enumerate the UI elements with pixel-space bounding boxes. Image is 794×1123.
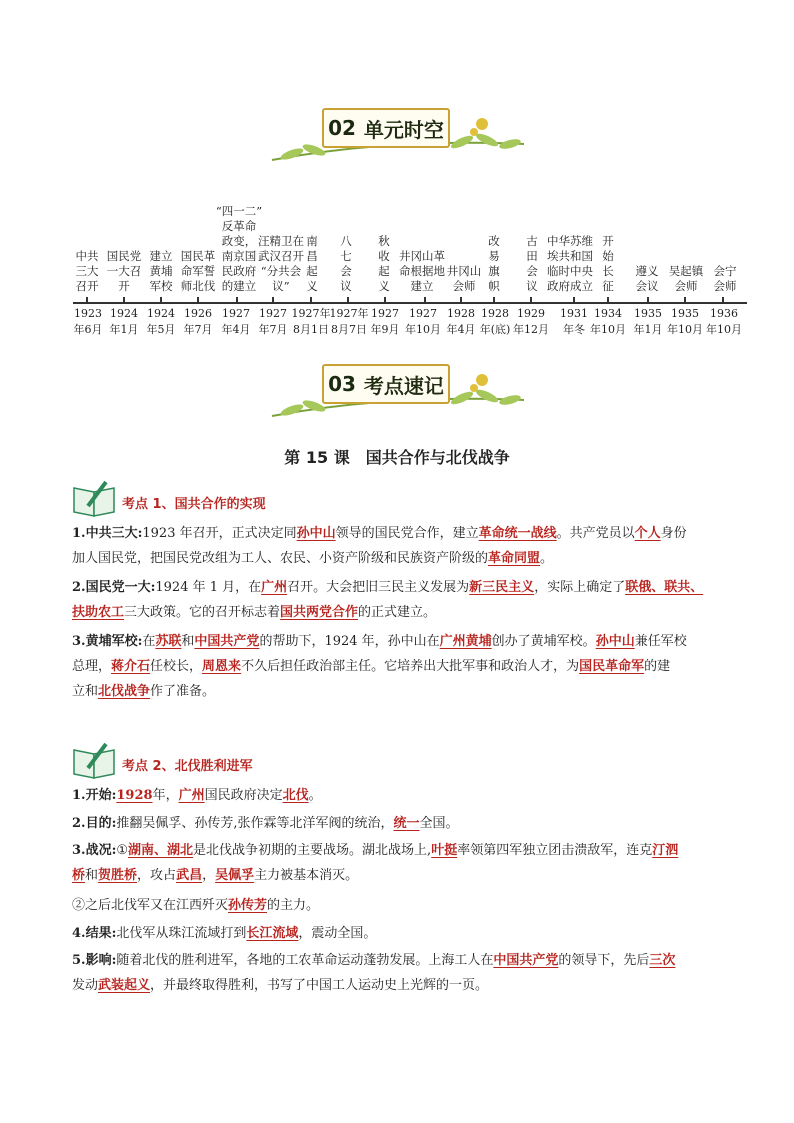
- answer-blank: 国共两党合作: [280, 605, 359, 620]
- timeline-tick: [272, 297, 274, 303]
- text: ，: [202, 868, 216, 883]
- timeline-date: 1923 年6月: [73, 307, 103, 336]
- text: 国民政府决定: [204, 788, 283, 803]
- timeline-event: 改 易 旗 帜: [488, 234, 500, 293]
- answer-blank: 武昌: [176, 868, 203, 883]
- paragraph-start: [72, 783, 732, 808]
- item-heading: 5.影响:: [72, 953, 117, 968]
- text: 。: [540, 551, 554, 566]
- answer-blank: 苏联: [155, 634, 182, 649]
- answer-blank: 1928: [116, 788, 153, 803]
- timeline-tick: [384, 297, 386, 303]
- answer-blank: 孙传芳: [228, 898, 268, 913]
- text: 的建: [644, 659, 671, 674]
- text: ②之后北伐军又在江西歼灭: [72, 898, 229, 913]
- answer-blank: 革命同盟: [488, 551, 541, 566]
- paragraph-whampoa: [72, 629, 732, 704]
- section-number: 02: [328, 116, 356, 140]
- answer-blank: 联俄、联共、: [625, 580, 704, 595]
- text: ，实际上确定了: [534, 580, 626, 595]
- answer-blank: 国民革命军: [579, 659, 645, 674]
- answer-blank: 扶助农工: [72, 605, 125, 620]
- timeline-date: 1936 年10月: [706, 307, 742, 336]
- text: 加人国民党，把国民党改组为工人、农民、小资产阶级和民族资产阶级的: [72, 551, 489, 566]
- item-heading: 3.战况:: [72, 843, 117, 858]
- timeline-events: [70, 182, 750, 294]
- text: ，并最终取得胜利，书写了中国工人运动史上光辉的一页。: [150, 978, 489, 993]
- text: 任校长，: [150, 659, 203, 674]
- item-heading: 2.目的:: [72, 816, 117, 831]
- timeline-tick: [310, 297, 312, 303]
- key-point-2-header: [72, 740, 253, 780]
- answer-blank: 统一: [393, 816, 420, 831]
- timeline-event: 中华苏维 埃共和国 临时中央 政府成立: [547, 234, 593, 293]
- timeline-event: “四一二” 反革命 政变， 南京国 民政府 的建立: [215, 204, 263, 293]
- section-title-box: [322, 108, 450, 148]
- timeline-tick: [493, 297, 495, 303]
- section-banner-03: [262, 360, 532, 418]
- section-number: 03: [328, 372, 356, 396]
- timeline-date: 1927 年7月: [258, 307, 288, 336]
- timeline-date: 1929 年12月: [513, 307, 549, 336]
- timeline-tick: [684, 297, 686, 303]
- answer-blank: 孙中山: [296, 526, 336, 541]
- section-banner-02: [262, 104, 532, 162]
- text: 召开。大会把旧三民主义发展为: [287, 580, 470, 595]
- timeline-date: 1928 年(底): [479, 307, 511, 336]
- timeline-tick: [160, 297, 162, 303]
- book-pen-icon: [72, 480, 118, 518]
- text: 创办了黄埔军校。: [491, 634, 596, 649]
- timeline-tick: [573, 297, 575, 303]
- timeline-date: 1924 年5月: [146, 307, 176, 336]
- answer-blank: 汀泗: [652, 843, 679, 858]
- timeline-dates: [70, 306, 750, 342]
- text: 北伐军从珠江流域打到: [116, 926, 247, 941]
- timeline-event: 中共 三大 召开: [75, 249, 99, 293]
- answer-blank: 长江流域: [246, 926, 299, 941]
- answer-blank: 武装起义: [98, 978, 151, 993]
- text: 作了准备。: [150, 684, 216, 699]
- timeline-event: 会宁 会师: [713, 264, 737, 293]
- text: ，攻占: [137, 868, 177, 883]
- text: 在: [142, 634, 156, 649]
- timeline-date: 1924 年1月: [109, 307, 139, 336]
- timeline-date: 1927 年4月: [221, 307, 251, 336]
- paragraph-kmt-first-congress: [72, 575, 732, 625]
- answer-blank: 贺胜桥: [98, 868, 138, 883]
- item-heading: 2.国民党一大:: [72, 580, 156, 595]
- timeline-tick: [607, 297, 609, 303]
- timeline-event: 开 始 长 征: [602, 234, 614, 293]
- paragraph-impact: [72, 948, 732, 998]
- timeline-tick: [722, 297, 724, 303]
- key-point-title: 考点 2、北伐胜利进军: [122, 759, 253, 774]
- timeline-tick: [647, 297, 649, 303]
- timeline-tick: [86, 297, 88, 303]
- timeline-event: 井冈山 会师: [446, 264, 482, 293]
- timeline-date: 1935 年1月: [633, 307, 663, 336]
- timeline-tick: [236, 297, 238, 303]
- text: 1924 年 1 月，在: [155, 580, 262, 595]
- item-heading: 3.黄埔军校:: [72, 634, 143, 649]
- text: 总理，: [72, 659, 112, 674]
- timeline-event: 南 昌 起 义: [306, 234, 318, 293]
- answer-blank: 北伐: [282, 788, 309, 803]
- paragraph-battle: [72, 838, 732, 888]
- section-title: 考点速记: [363, 373, 444, 398]
- timeline-date: 1931 年冬: [560, 307, 588, 336]
- timeline-date: 1927 年9月: [370, 307, 400, 336]
- timeline-date: 1926 年7月: [183, 307, 213, 336]
- timeline-event: 建立 黄埔 军校: [149, 249, 173, 293]
- text: 全国。: [419, 816, 459, 831]
- text: 随着北伐的胜利进军，各地的工农革命运动蓬勃发展。上海工人在: [116, 953, 494, 968]
- timeline-axis: [73, 302, 747, 304]
- paragraph-purpose: [72, 811, 732, 836]
- answer-blank: 广州: [261, 580, 288, 595]
- timeline-event: 吴起镇 会师: [668, 264, 704, 293]
- answer-blank: 三次: [649, 953, 676, 968]
- section-title-box: [322, 364, 450, 404]
- answer-blank: 新三民主义: [469, 580, 535, 595]
- item-heading: 1.开始:: [72, 788, 117, 803]
- timeline-date: 1927年 8月1日: [291, 307, 331, 336]
- timeline-date: 1935 年10月: [667, 307, 703, 336]
- text: 身份: [660, 526, 687, 541]
- text: 立和: [72, 684, 99, 699]
- timeline-date: 1928 年4月: [446, 307, 476, 336]
- timeline-date: 1927年 8月7日: [329, 307, 369, 336]
- timeline-tick: [460, 297, 462, 303]
- timeline-event: 古 田 会 议: [526, 234, 538, 293]
- answer-blank: 孙中山: [595, 634, 635, 649]
- text: 1923 年召开，正式决定同: [142, 526, 297, 541]
- text: 年，: [152, 788, 179, 803]
- timeline-event: 遵义 会议: [635, 264, 659, 293]
- text: 主力被基本消灭。: [254, 868, 359, 883]
- text: 的帮助下，1924 年，孙中山在: [259, 634, 440, 649]
- text: 领导的国民党合作，建立: [335, 526, 479, 541]
- text: 兼任军校: [634, 634, 687, 649]
- answer-blank: 革命统一战线: [478, 526, 557, 541]
- answer-blank: 中国共产党: [493, 953, 559, 968]
- answer-blank: 蒋介石: [111, 659, 151, 674]
- text: 不久后担任政治部主任。它培养出大批军事和政治人才，为: [241, 659, 580, 674]
- text: 的主力。: [267, 898, 320, 913]
- paragraph-result: [72, 921, 732, 946]
- timeline-event: 井冈山革 命根据地 建立: [399, 249, 445, 293]
- timeline-event: 国民党 一大召 开: [106, 249, 142, 293]
- text: ①: [116, 843, 129, 858]
- text: 和: [85, 868, 99, 883]
- answer-blank: 叶挺: [431, 843, 458, 858]
- item-heading: 4.结果:: [72, 926, 117, 941]
- timeline-event: 国民革 命军誓 师北伐: [180, 249, 216, 293]
- timeline-event: 秋 收 起 义: [378, 234, 390, 293]
- text: 是北伐战争初期的主要战场。湖北战场上,: [193, 843, 432, 858]
- timeline-tick: [424, 297, 426, 303]
- text: 率领第四军独立团击溃敌军，连克: [457, 843, 653, 858]
- answer-blank: 吴佩孚: [215, 868, 255, 883]
- timeline-date: 1934 年10月: [590, 307, 626, 336]
- section-title: 单元时空: [363, 117, 444, 142]
- timeline-tick: [123, 297, 125, 303]
- lesson-title: 第 15 课 国共合作与北伐战争: [284, 448, 510, 467]
- answer-blank: 周恩来: [202, 659, 242, 674]
- paragraph-battle-2: [72, 893, 732, 918]
- answer-blank: 桥: [72, 868, 86, 883]
- timeline-tick: [197, 297, 199, 303]
- text: 和: [181, 634, 195, 649]
- timeline-event: 八 七 会 议: [340, 234, 352, 293]
- timeline-date: 1927 年10月: [405, 307, 441, 336]
- text: 。共产党员以: [556, 526, 635, 541]
- text: 。: [308, 788, 322, 803]
- answer-blank: 北伐战争: [98, 684, 151, 699]
- answer-blank: 中国共产党: [194, 634, 260, 649]
- key-point-title: 考点 1、国共合作的实现: [122, 497, 266, 512]
- timeline-tick: [347, 297, 349, 303]
- answer-blank: 广州黄埔: [439, 634, 492, 649]
- text: 发动: [72, 978, 99, 993]
- answer-blank: 广州: [178, 788, 205, 803]
- text: 三大政策。它的召开标志着: [124, 605, 281, 620]
- book-pen-icon: [72, 742, 118, 780]
- text: ，震动全国。: [298, 926, 377, 941]
- answer-blank: 湖南、湖北: [128, 843, 194, 858]
- text: 的正式建立。: [358, 605, 437, 620]
- text: 推翻吴佩孚、孙传芳,张作霖等北洋军阀的统治，: [116, 816, 394, 831]
- text: 的领导下，先后: [558, 953, 650, 968]
- paragraph-cpc-third-congress: [72, 521, 732, 571]
- answer-blank: 个人: [634, 526, 661, 541]
- item-heading: 1.中共三大:: [72, 526, 143, 541]
- key-point-1-header: [72, 478, 266, 518]
- timeline-tick: [530, 297, 532, 303]
- timeline-event: 汪精卫在 武汉召开 “分共会 议”: [258, 234, 304, 293]
